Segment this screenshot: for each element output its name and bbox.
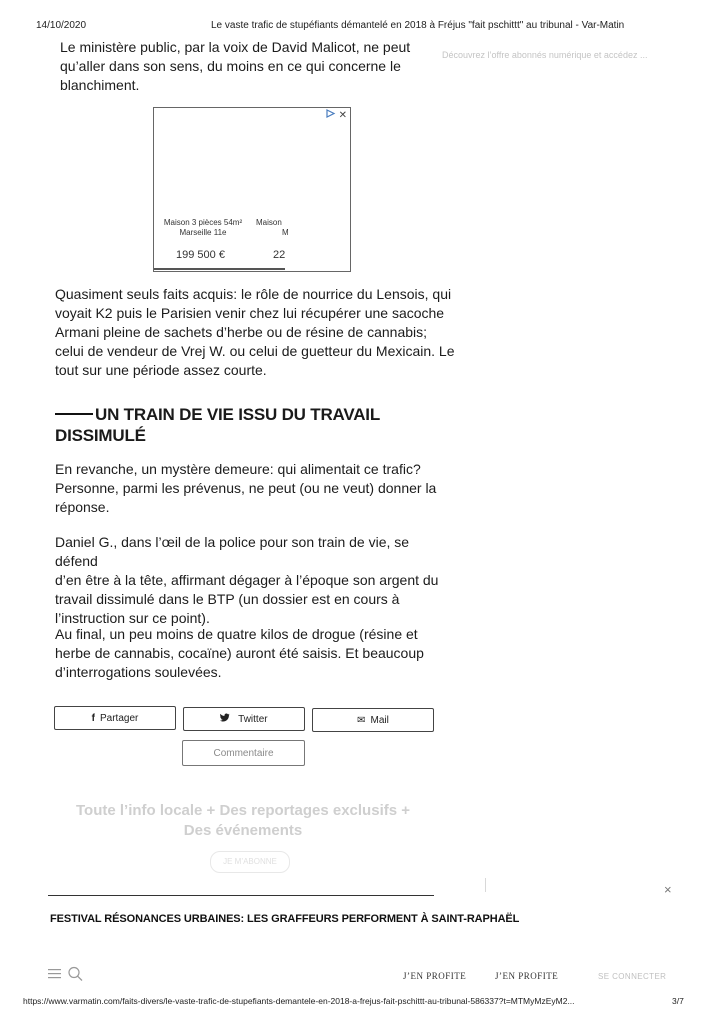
- text-line: qu’aller dans son sens, du moins en ce qui concerne le: [60, 58, 401, 74]
- facebook-icon: f: [91, 713, 95, 724]
- search-icon: [69, 968, 82, 981]
- heading-accent-bar: [55, 413, 93, 415]
- offer-link-2[interactable]: J’EN PROFITE: [495, 971, 559, 981]
- offer-link-1[interactable]: J’EN PROFITE: [403, 971, 467, 981]
- ad-listing-card-partial[interactable]: [256, 218, 296, 238]
- ad-listing-price-partial: 22: [273, 249, 285, 261]
- ad-listing-location: Marseille 11e: [179, 228, 227, 237]
- ad-divider: [154, 268, 285, 270]
- share-facebook-button[interactable]: [54, 706, 176, 730]
- ad-choices-icon[interactable]: [326, 109, 347, 121]
- article-paragraph-4: [55, 533, 455, 628]
- text-line: l’instruction sur ce point).: [55, 610, 210, 626]
- text-line: d’interrogations soulevées.: [55, 664, 222, 680]
- overlay-divider: [485, 878, 486, 892]
- ad-listing-price: 199 500 €: [176, 249, 225, 261]
- share-facebook-label: Partager: [99, 713, 139, 724]
- print-title: Le vaste trafic de stupéfiants démantelé en 2018 à Fréjus "fait pschittt" au tribunal - Var-Matin: [211, 20, 625, 31]
- text-line: réponse.: [55, 499, 110, 515]
- ad-listing-title: Maison 3 pièces 54m²: [163, 218, 243, 227]
- article-paragraph-1: [60, 38, 450, 95]
- share-mail-button[interactable]: [312, 708, 434, 732]
- text-line: herbe de cannabis, cocaïne) auront été saisis. Et beaucoup: [55, 645, 424, 661]
- text-line: Personne, parmi les prévenus, ne peut (ou ne veut) donner la: [55, 480, 437, 496]
- print-url: https://www.varmatin.com/faits-divers/le-vaste-trafic-de-stupefiants-demantele-en-2018-a-frejus-fait-pschittt-au-tribunal-586337?t=MTMyMzEyM2...: [23, 996, 575, 1006]
- menu-search-group[interactable]: [47, 965, 87, 988]
- text-line: d’en être à la tête, affirmant dégager à l’époque son argent du: [55, 572, 439, 588]
- close-icon[interactable]: ×: [664, 882, 672, 897]
- heading-line: DISSIMULÉ: [55, 426, 146, 445]
- text-line: Daniel G., dans l’œil de la police pour son train de vie, se défend: [55, 534, 410, 569]
- text-line: En revanche, un mystère demeure: qui alimentait ce trafic?: [55, 461, 421, 477]
- print-date: 14/10/2020: [36, 20, 87, 31]
- twitter-bird-glyph: [220, 713, 230, 722]
- text-line: travail dissimulé dans le BTP (un dossier est en cours à: [55, 591, 400, 607]
- text-line: Armani pleine de sachets d’herbe ou de résine de cannabis;: [55, 324, 428, 340]
- article-paragraph-2: [55, 285, 455, 380]
- mail-icon: ✉: [357, 715, 366, 726]
- article-paragraph-5: [55, 625, 445, 682]
- hamburger-menu-icon: [48, 969, 61, 978]
- text-line: voyait K2 puis le Parisien venir chez lui récupérer une sacoche: [55, 305, 445, 321]
- subscribe-hint[interactable]: Découvrez l’offre abonnés numérique et accédez ...: [442, 50, 648, 60]
- text-line: Quasiment seuls faits acquis: le rôle de nourrice du Lensois, qui: [55, 286, 452, 302]
- text-line: Le ministère public, par la voix de David Malicot, ne peut: [60, 39, 411, 55]
- text-line: celui de vendeur de Vrej W. ou celui de guetteur du Mexicain. Le: [55, 343, 455, 359]
- ad-close-icon[interactable]: ✕: [338, 110, 347, 121]
- section-heading: [55, 404, 445, 446]
- share-twitter-button[interactable]: [183, 707, 305, 731]
- section-divider: [48, 895, 434, 896]
- subscribe-button[interactable]: JE M’ABONNE: [210, 851, 290, 873]
- login-link[interactable]: SE CONNECTER: [598, 972, 667, 981]
- promo-line: Toute l’info locale + Des reportages exclusifs +: [76, 802, 410, 819]
- text-line: tout sur une période assez courte.: [55, 362, 267, 378]
- share-mail-label: Mail: [370, 715, 389, 726]
- ad-listing-location: M: [282, 228, 289, 237]
- text-line: Au final, un peu moins de quatre kilos de drogue (résine et: [55, 626, 418, 642]
- ad-listing-title: Maison: [256, 218, 282, 227]
- twitter-icon: [220, 714, 233, 725]
- subscription-promo: [60, 801, 426, 841]
- menu-search-glyphs: [47, 965, 87, 983]
- related-article-link[interactable]: FESTIVAL RÉSONANCES URBAINES: LES GRAFFEURS PERFORMENT À SAINT-RAPHAËL: [50, 913, 520, 925]
- text-line: blanchiment.: [60, 77, 140, 93]
- print-page-number: 3/7: [672, 996, 684, 1006]
- promo-line: Des événements: [183, 822, 303, 839]
- ad-choices-glyph: [326, 109, 336, 118]
- heading-line: UN TRAIN DE VIE ISSU DU TRAVAIL: [95, 405, 381, 424]
- ad-listing-card[interactable]: [158, 218, 248, 238]
- advertisement[interactable]: [153, 107, 351, 272]
- comment-button[interactable]: Commentaire: [182, 740, 305, 766]
- article-paragraph-3: [55, 460, 445, 517]
- share-twitter-label: Twitter: [238, 714, 268, 725]
